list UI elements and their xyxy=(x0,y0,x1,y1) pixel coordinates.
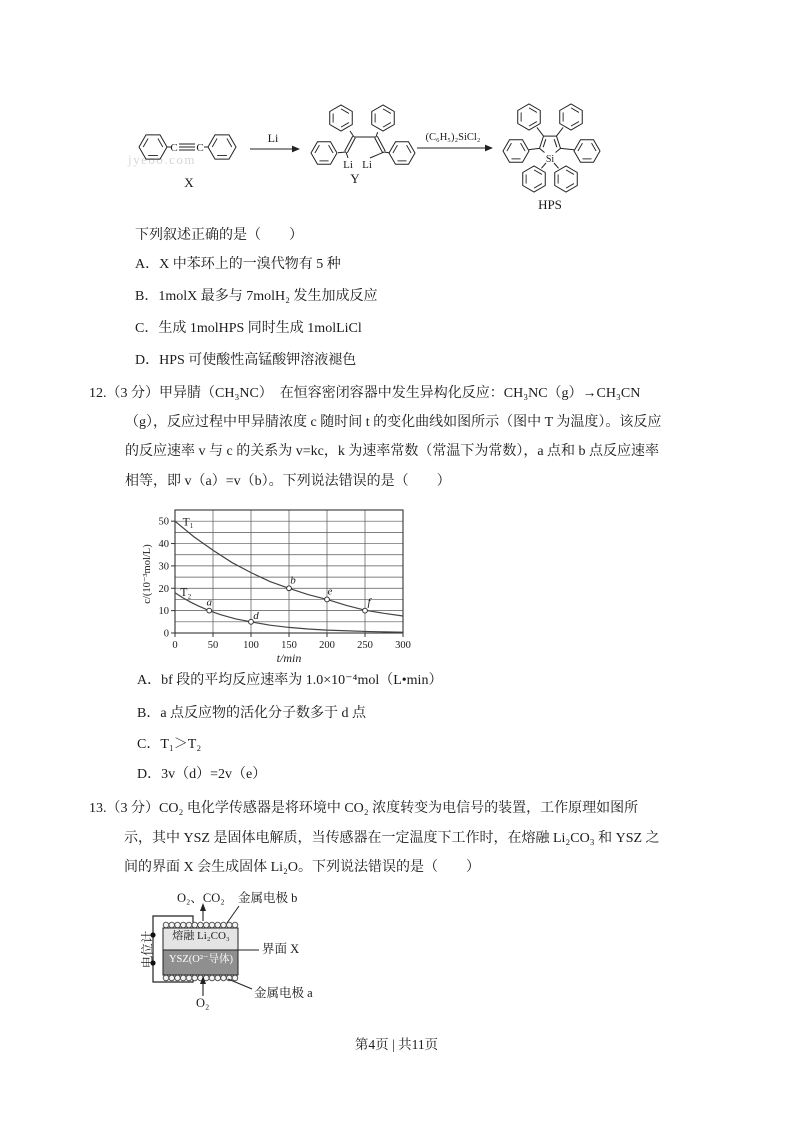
svg-text:b: b xyxy=(290,574,296,587)
svg-text:250: 250 xyxy=(357,640,373,651)
svg-text:0: 0 xyxy=(163,628,169,640)
svg-text:t/min: t/min xyxy=(276,651,302,665)
svg-text:d: d xyxy=(253,609,259,622)
interface-x-label: 界面 X xyxy=(262,942,300,956)
q13-line-3: 间的界面 X 会生成固体 Li₂O。下列说法错误的是（ ） xyxy=(124,860,481,875)
q11-option-b: B．1molX 最多与 7molH₂ 发生加成反应 xyxy=(135,289,378,304)
svg-text:30: 30 xyxy=(158,561,169,573)
molten-carbonate-label: 熔融 Li₂CO₃ xyxy=(172,930,230,942)
svg-text:c/(10⁻³mol/L): c/(10⁻³mol/L) xyxy=(142,544,153,604)
page-number: 第4页 | 共11页 xyxy=(354,1037,439,1052)
potentiometer-label: 电位计 xyxy=(140,930,155,969)
ysz-layer-label: YSZ(O²⁻导体) xyxy=(168,954,234,965)
q11-option-a: A．X 中苯环上的一溴代物有 5 种 xyxy=(135,257,341,272)
svg-text:T₂: T₂ xyxy=(180,587,192,600)
molecule-y-label: Y xyxy=(350,171,360,186)
carbon-right-label: C xyxy=(196,142,204,154)
reaction-scheme xyxy=(115,88,700,228)
svg-text:200: 200 xyxy=(319,640,335,651)
q13-line-1: 13.（3 分）CO₂ 电化学传感器是将环境中 CO₂ 浓度转变为电信号的装置，工作原理如图所 xyxy=(89,801,639,816)
svg-text:300: 300 xyxy=(395,640,411,651)
watermark: jyeoo.com xyxy=(128,152,197,167)
electrode-a-label: 金属电极 a xyxy=(254,986,313,1000)
molecule-x-label: X xyxy=(184,175,194,190)
svg-text:40: 40 xyxy=(158,539,169,551)
svg-text:e: e xyxy=(327,585,333,598)
molecule-hps-label: HPS xyxy=(538,197,562,212)
svg-text:a: a xyxy=(206,596,212,609)
svg-text:0: 0 xyxy=(172,640,178,651)
scheme-bonds xyxy=(139,104,600,192)
svg-text:10: 10 xyxy=(158,606,169,618)
arrow2-reagent-label: (C₆H₅)₂SiCl₂ xyxy=(425,132,481,143)
svg-text:100: 100 xyxy=(243,640,259,651)
svg-text:50: 50 xyxy=(158,516,169,528)
q11-option-d: D．HPS 可使酸性高锰酸钾溶液褪色 xyxy=(135,353,357,368)
svg-text:f: f xyxy=(367,596,371,609)
top-gas-label: O₂、CO₂ xyxy=(177,891,225,905)
svg-text:20: 20 xyxy=(158,583,169,595)
carbon-left-label: C xyxy=(170,142,178,154)
silicon-label: Si xyxy=(545,154,555,165)
svg-text:150: 150 xyxy=(281,640,297,651)
q12-line-4: 相等，即 v（a）=v（b）。下列说法错误的是（ ） xyxy=(125,474,451,489)
svg-text:50: 50 xyxy=(207,640,219,651)
q12-option-d: D．3v（d）=2v（e） xyxy=(137,767,267,782)
q11-option-c: C．生成 1molHPS 同时生成 1molLiCl xyxy=(135,321,362,336)
q12-option-b: B．a 点反应物的活化分子数多于 d 点 xyxy=(137,706,367,721)
q12-line-1: 12.（3 分）甲异腈（CH₃NC） 在恒容密闭容器中发生异构化反应：CH₃NC（g）→CH₃CN xyxy=(89,386,641,401)
electrode-b-label: 金属电极 b xyxy=(238,891,298,905)
bottom-gas-label: O₂ xyxy=(196,996,210,1010)
q12-option-c: C．T₁＞T₂ xyxy=(137,737,202,752)
arrow1-reagent-label: Li xyxy=(267,131,279,145)
lithium-right-label: Li xyxy=(362,159,372,171)
svg-text:T₁: T₁ xyxy=(182,516,194,529)
q12-line-3: 的反应速率 v 与 c 的关系为 v=kc，k 为速率常数（常温下为常数），a 点和 b 点反应速率 xyxy=(125,444,660,459)
q13-line-2: 示，其中 YSZ 是固体电解质，当传感器在一定温度下工作时，在熔融 Li₂CO₃ 和 YSZ 之 xyxy=(124,831,660,846)
q12-option-a: A．bf 段的平均反应速率为 1.0×10⁻⁴mol（L•min） xyxy=(137,673,443,688)
concentration-time-chart xyxy=(140,498,470,668)
q12-line-2: （g），反应过程中甲异腈浓度 c 随时间 t 的变化曲线如图所示（图中 T 为温度）。该反应 xyxy=(125,415,662,430)
q11-stem: 下列叙述正确的是（ ） xyxy=(135,228,303,243)
lithium-left-label: Li xyxy=(343,159,353,171)
